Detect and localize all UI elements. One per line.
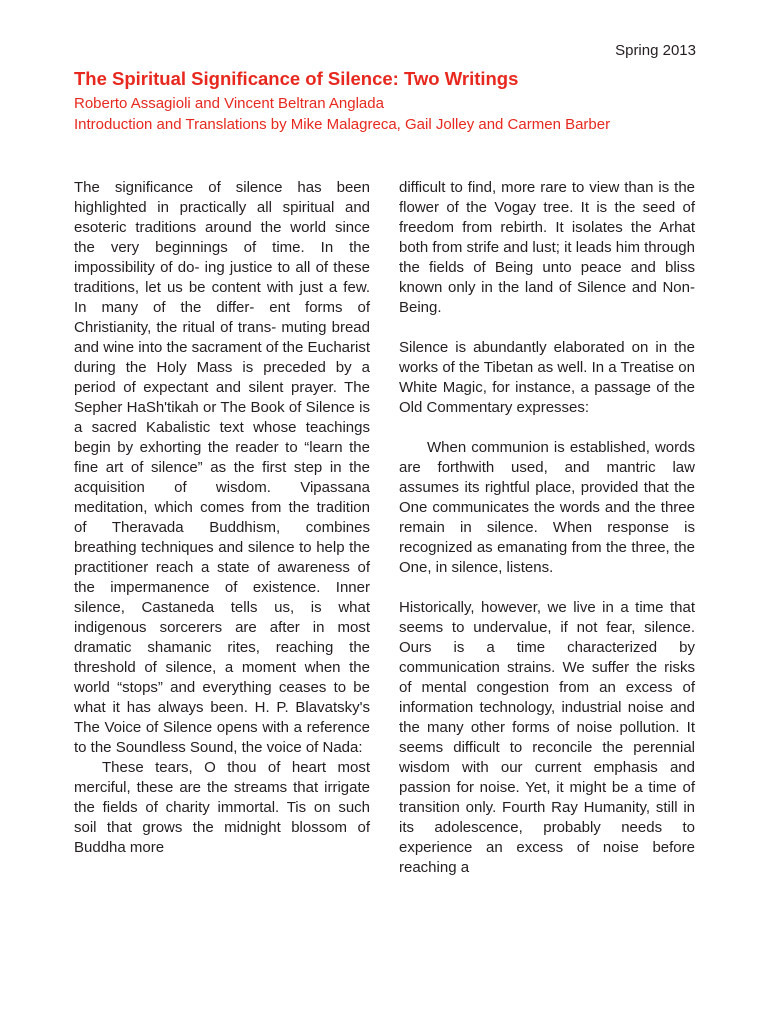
- left-column: [74, 178, 370, 858]
- right-column: [399, 178, 695, 878]
- article-header: [74, 67, 714, 135]
- article-authors: Roberto Assagioli and Vincent Beltran Anglada: [74, 95, 384, 112]
- paragraph-tibetan: Silence is abundantly elaborated on in the works of the Tibetan as well. In a Treatise on White Magic, for instance, a passage of the Old Commentary expresses:: [399, 339, 695, 416]
- issue-date: Spring 2013: [615, 42, 696, 59]
- quote-voice-of-silence-continued: difficult to find, more rare to view than is the flower of the Vogay tree. It is the seed of freedom from rebirth. It isolates the Arhat both from strife and lust; it leads him through the fields of Being unto peace and bliss known only in the land of Silence and Non-Being.: [399, 179, 695, 316]
- paragraph-intro: The significance of silence has been highlighted in practically all spiritual and esoteric traditions around the world since the very beginnings of time. In the impossibility of do- ing justice to all of these traditions, let us be content with just a few. In many of the differ- ent forms of Christianity, the ritual of trans- muting bread and wine into the sacrament of the Eucharist during the Holy Mass is preceded by a period of expectant and silent prayer. The Sepher HaSh'tikah or The Book of Silence is a sacred Kabalistic text whose teachings begin by exhorting the reader to “learn the fine art of silence” as the first step in the acquisition of wisdom. Vipassana meditation, which comes from the tradition of Theravada Buddhism, combines breathing techniques and silence to help the practitioner reach a state of awareness of the impermanence of existence. Inner silence, Castaneda tells us, is what indigenous sorcerers are after in most dramatic shamanic rites, reaching the threshold of silence, a moment when the world “stops” and everything ceases to be what it has always been. H. P. Blavatsky's The Voice of Silence opens with a reference to the Soundless Sound, the voice of Nada:: [74, 179, 371, 756]
- quote-voice-of-silence: These tears, O thou of heart most merciful, these are the streams that irrigate the fields of charity immortal. Tis on such soil that grows the midnight blossom of Buddha more: [74, 759, 370, 856]
- article-title: The Spiritual Significance of Silence: Two Writings: [74, 68, 519, 89]
- article-credits: Introduction and Translations by Mike Malagreca, Gail Jolley and Carmen Barber: [74, 116, 611, 133]
- paragraph-historically: Historically, however, we live in a time that seems to undervalue, if not fear, silence. Ours is a time characterized by communication strains. We suffer the risks of mental congestion from an excess of information technology, industrial noise and the many other forms of noise pollution. It seems difficult to reconcile the perennial wisdom with our current emphasis and passion for noise. Yet, it might be a time of transition only. Fourth Ray Humanity, still in its adolescence, probably needs to experience an excess of noise before reaching a: [399, 599, 695, 876]
- quote-old-commentary: When communion is established, words are forthwith used, and mantric law assumes its rightful place, provided that the One communicates the words and the three remain in silence. When response is recognized as emanating from the three, the One, in silence, listens.: [399, 439, 695, 576]
